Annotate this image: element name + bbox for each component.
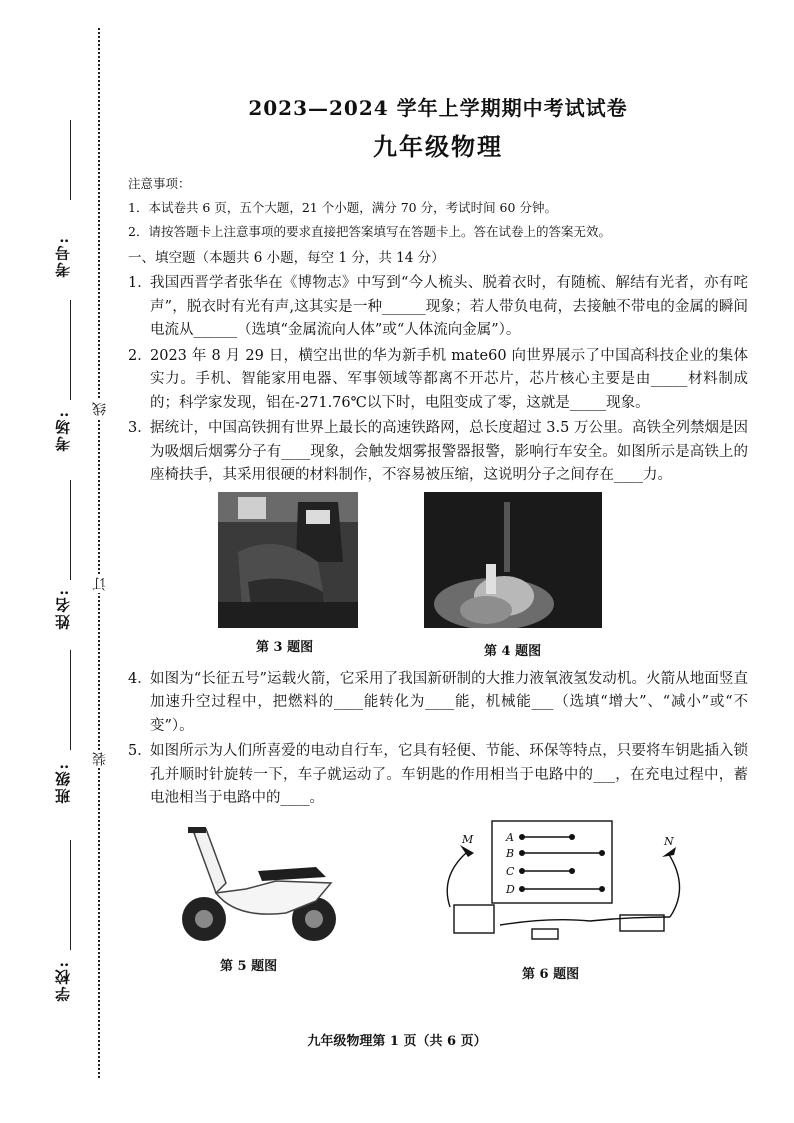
field-name: 姓名: bbox=[54, 588, 72, 630]
field-school: 学校: bbox=[54, 960, 72, 1002]
electric-scooter-figure bbox=[166, 823, 346, 945]
fig6-label-d: D bbox=[506, 882, 515, 896]
exam-subject: 九年级物理 bbox=[373, 132, 503, 161]
notes-item: 2．请按答题卡上注意事项的要求直接把答案填写在答题卡上。答在试卷上的答案无效。 bbox=[128, 224, 611, 239]
question-text: 如图所示为人们所喜爱的电动自行车，它具有轻便、节能、环保等特点，只要将车钥匙插入锁孔并顺时针旋转一下，车子就运动了。车钥匙的作用相当于电路中的___，在充电过程中，蓄电池相当于电路中的____。 bbox=[150, 743, 748, 806]
question-3 bbox=[128, 417, 748, 488]
exam-title: 2023—2024 学年上学期期中考试试卷 bbox=[248, 96, 628, 120]
question-number: 5． bbox=[128, 743, 152, 759]
question-4 bbox=[128, 668, 748, 739]
notes bbox=[128, 172, 748, 244]
question-number: 2． bbox=[128, 347, 152, 364]
question-1 bbox=[128, 272, 748, 343]
notes-item: 1．本试卷共 6 页，五个大题，21 个小题，满分 70 分，考试时间 60 分钟。 bbox=[128, 200, 557, 215]
exam-content bbox=[128, 92, 748, 995]
question-number: 4． bbox=[128, 670, 152, 687]
fig6-label-n: N bbox=[664, 834, 674, 848]
rocket-launch-photo bbox=[424, 492, 602, 628]
circuit-figure bbox=[440, 817, 690, 957]
fig6-caption: 第 6 题图 bbox=[522, 966, 580, 982]
binding-word-line: 线 bbox=[92, 402, 108, 416]
question-number: 1． bbox=[128, 275, 152, 291]
binding-word-staple: 订 bbox=[92, 577, 108, 591]
question-number: 3． bbox=[128, 420, 152, 436]
binding-word-bind: 装 bbox=[92, 752, 108, 766]
figures-5-6 bbox=[128, 817, 748, 995]
notes-heading: 注意事项： bbox=[128, 176, 191, 191]
train-seat-photo bbox=[218, 492, 358, 628]
question-2 bbox=[128, 345, 748, 416]
binding-dotted-line bbox=[98, 28, 100, 1078]
fig4-caption: 第 4 题图 bbox=[484, 643, 542, 659]
field-line-class bbox=[70, 650, 71, 750]
page-footer: 九年级物理第 1 页（共 6 页） bbox=[307, 1034, 487, 1049]
fig6-label-m: M bbox=[462, 832, 474, 846]
question-text: 据统计，中国高铁拥有世界上最长的高速铁路网，总长度超过 3.5 万公里。高铁全列禁烟是因为吸烟后烟雾分子有____现象，会触发烟雾报警器报警，影响行车安全。如图所示是高铁上的座椅扶手，其采用很硬的材料制作，不容易被压缩，这说明分子之间存在____力。 bbox=[150, 420, 748, 483]
section-heading: 一、填空题（本题共 6 小题，每空 1 分，共 14 分） bbox=[128, 250, 445, 266]
field-exam-room: 考场: bbox=[54, 410, 72, 452]
field-line-school bbox=[70, 840, 71, 950]
question-text: 如图为“长征五号”运载火箭，它采用了我国新研制的大推力液氧液氢发动机。火箭从地面竖直加速升空过程中，把燃料的____能转化为____能，机械能___（选填“增大”、“减小”或“不变”）。 bbox=[150, 670, 748, 734]
question-5 bbox=[128, 740, 748, 811]
figures-3-4 bbox=[128, 492, 748, 666]
field-exam-number: 考号: bbox=[54, 236, 72, 278]
field-line-exam-number bbox=[70, 120, 71, 200]
fig6-label-a: A bbox=[506, 830, 514, 844]
fig5-caption: 第 5 题图 bbox=[220, 958, 278, 974]
fig3-caption: 第 3 题图 bbox=[256, 639, 314, 655]
question-text: 2023 年 8 月 29 日，横空出世的华为新手机 mate60 向世界展示了中国高科技企业的集体实力。手机、智能家用电器、军事领域等都离不开芯片，芯片核心主要是由_____材料制成的；科学家发现，铝在-271.76℃以下时，电阻变成了零，这就是_____现象。 bbox=[150, 347, 748, 411]
field-line-name bbox=[70, 480, 71, 580]
fig6-label-b: B bbox=[506, 846, 515, 860]
field-line-exam-room bbox=[70, 300, 71, 400]
field-class: 班级: bbox=[54, 762, 72, 804]
question-text: 我国西晋学者张华在《博物志》中写到“今人梳头、脱着衣时，有随梳、解结有光者，亦有咤声”，脱衣时有光有声,这其实是一种______现象；若人带负电荷，去接触不带电的金属的瞬间电流从______（选填“金属流向人体”或“人体流向金属”）。 bbox=[150, 275, 748, 338]
fig6-label-c: C bbox=[506, 864, 515, 878]
binding-margin bbox=[0, 0, 120, 1123]
